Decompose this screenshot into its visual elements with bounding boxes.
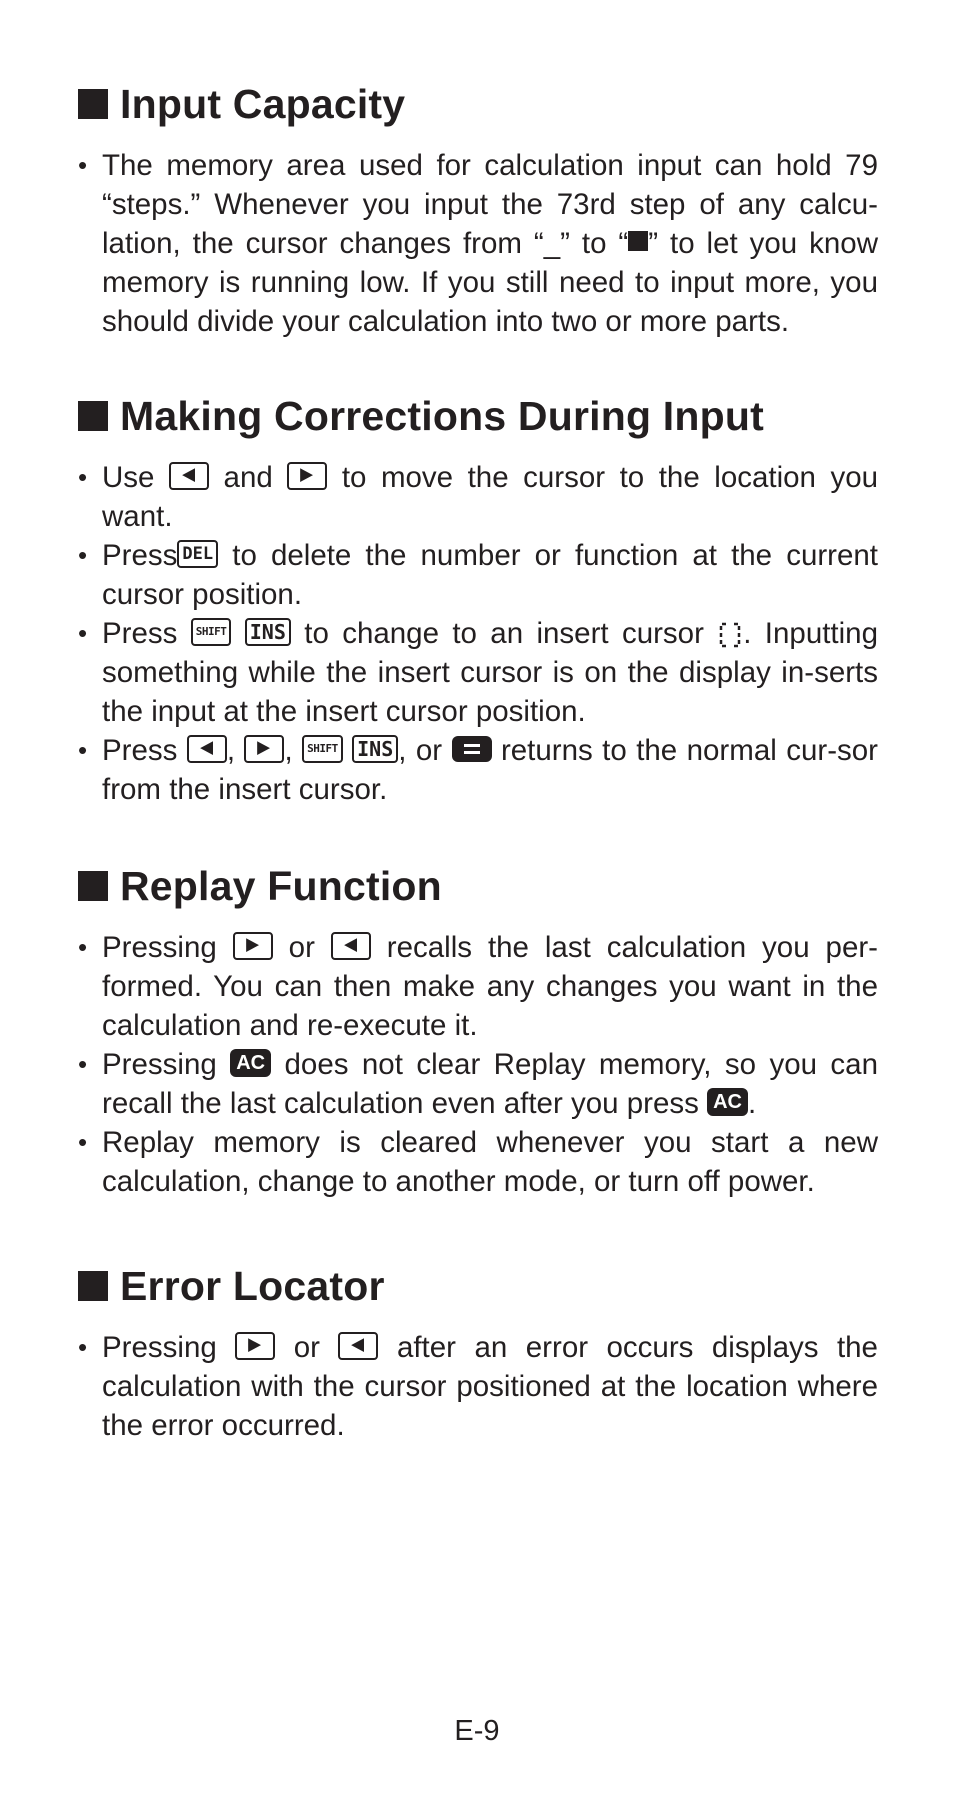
section-replay-function [78,862,878,1201]
list-item: • Pressing or after an error occurs displays the calculation with the cursor positioned at the location where the error occurred. [78,1328,878,1445]
list-item: • Pressing or recalls the last calculation you per-formed. You can then make any changes you want in the calculation and re-execute it. [78,928,878,1045]
ins-key-icon: INS [352,735,398,763]
right-arrow-key-icon [244,735,284,763]
bullet-dot-icon: • [78,1332,88,1362]
list-item: • Press DEL to delete the number or function at the current cursor position. [78,536,878,614]
bullet-dot-icon: • [78,618,88,648]
insert-cursor-icon [719,619,741,645]
section-heading [78,80,878,128]
bullet-dot-icon: • [78,1127,88,1157]
ac-key-icon: AC [230,1049,271,1077]
heading-text: Input Capacity [120,81,406,127]
section-making-corrections [78,392,878,809]
left-arrow-key-icon [338,1332,378,1360]
bullet-dot-icon: • [78,462,88,492]
left-arrow-key-icon [169,462,209,490]
right-arrow-key-icon [235,1332,275,1360]
list-item: • Pressing AC does not clear Replay memory, so you can recall the last calculation even after you press AC . [78,1045,878,1123]
section-heading [78,392,878,440]
square-bullet-icon [78,871,108,901]
bullet-dot-icon: • [78,150,88,180]
right-arrow-key-icon [287,462,327,490]
ac-key-icon: AC [707,1088,748,1116]
heading-text: Making Corrections During Input [120,393,764,439]
square-bullet-icon [78,1271,108,1301]
heading-text: Replay Function [120,863,442,909]
page-number: E-9 [454,1715,500,1747]
ins-key-icon: INS [245,618,291,646]
list-item: • The memory area used for calculation input can hold 79 “steps.” Whenever you input the 73rd step of any calcu-lation, the cursor changes from “_” to “ ” to let you know memory is running low. If you still need to input more, you should divide your calculation into two or more parts. [78,146,878,341]
heading-text: Error Locator [120,1263,385,1309]
bullet-dot-icon: • [78,735,88,765]
bullet-dot-icon: • [78,932,88,962]
right-arrow-key-icon [233,932,273,960]
section-input-capacity [78,80,878,341]
square-bullet-icon [78,89,108,119]
list-item: • Replay memory is cleared whenever you start a new calculation, change to another mode, or turn off power. [78,1123,878,1201]
bullet-dot-icon: • [78,1049,88,1079]
del-key-icon: DEL [177,540,218,568]
bullet-list [78,146,878,341]
block-cursor-icon [628,231,648,251]
shift-key-icon: SHIFT [191,618,232,646]
bullet-list [78,1328,878,1445]
left-arrow-key-icon [187,735,227,763]
section-heading [78,1262,878,1310]
list-item: • Press , , SHIFT INS , or returns to the normal cur-sor from the insert cursor. [78,731,878,809]
bullet-list [78,928,878,1201]
left-arrow-key-icon [331,932,371,960]
bullet-dot-icon: • [78,540,88,570]
section-error-locator [78,1262,878,1445]
section-heading [78,862,878,910]
shift-key-icon: SHIFT [302,735,343,763]
list-item: • Use and to move the cursor to the location you want. [78,458,878,536]
bullet-list [78,458,878,809]
equals-key-icon [452,736,492,762]
list-item: • Press SHIFT INS to change to an insert cursor . Inputting something while the insert cursor is on the display in-serts the input at the insert cursor position. [78,614,878,731]
square-bullet-icon [78,401,108,431]
